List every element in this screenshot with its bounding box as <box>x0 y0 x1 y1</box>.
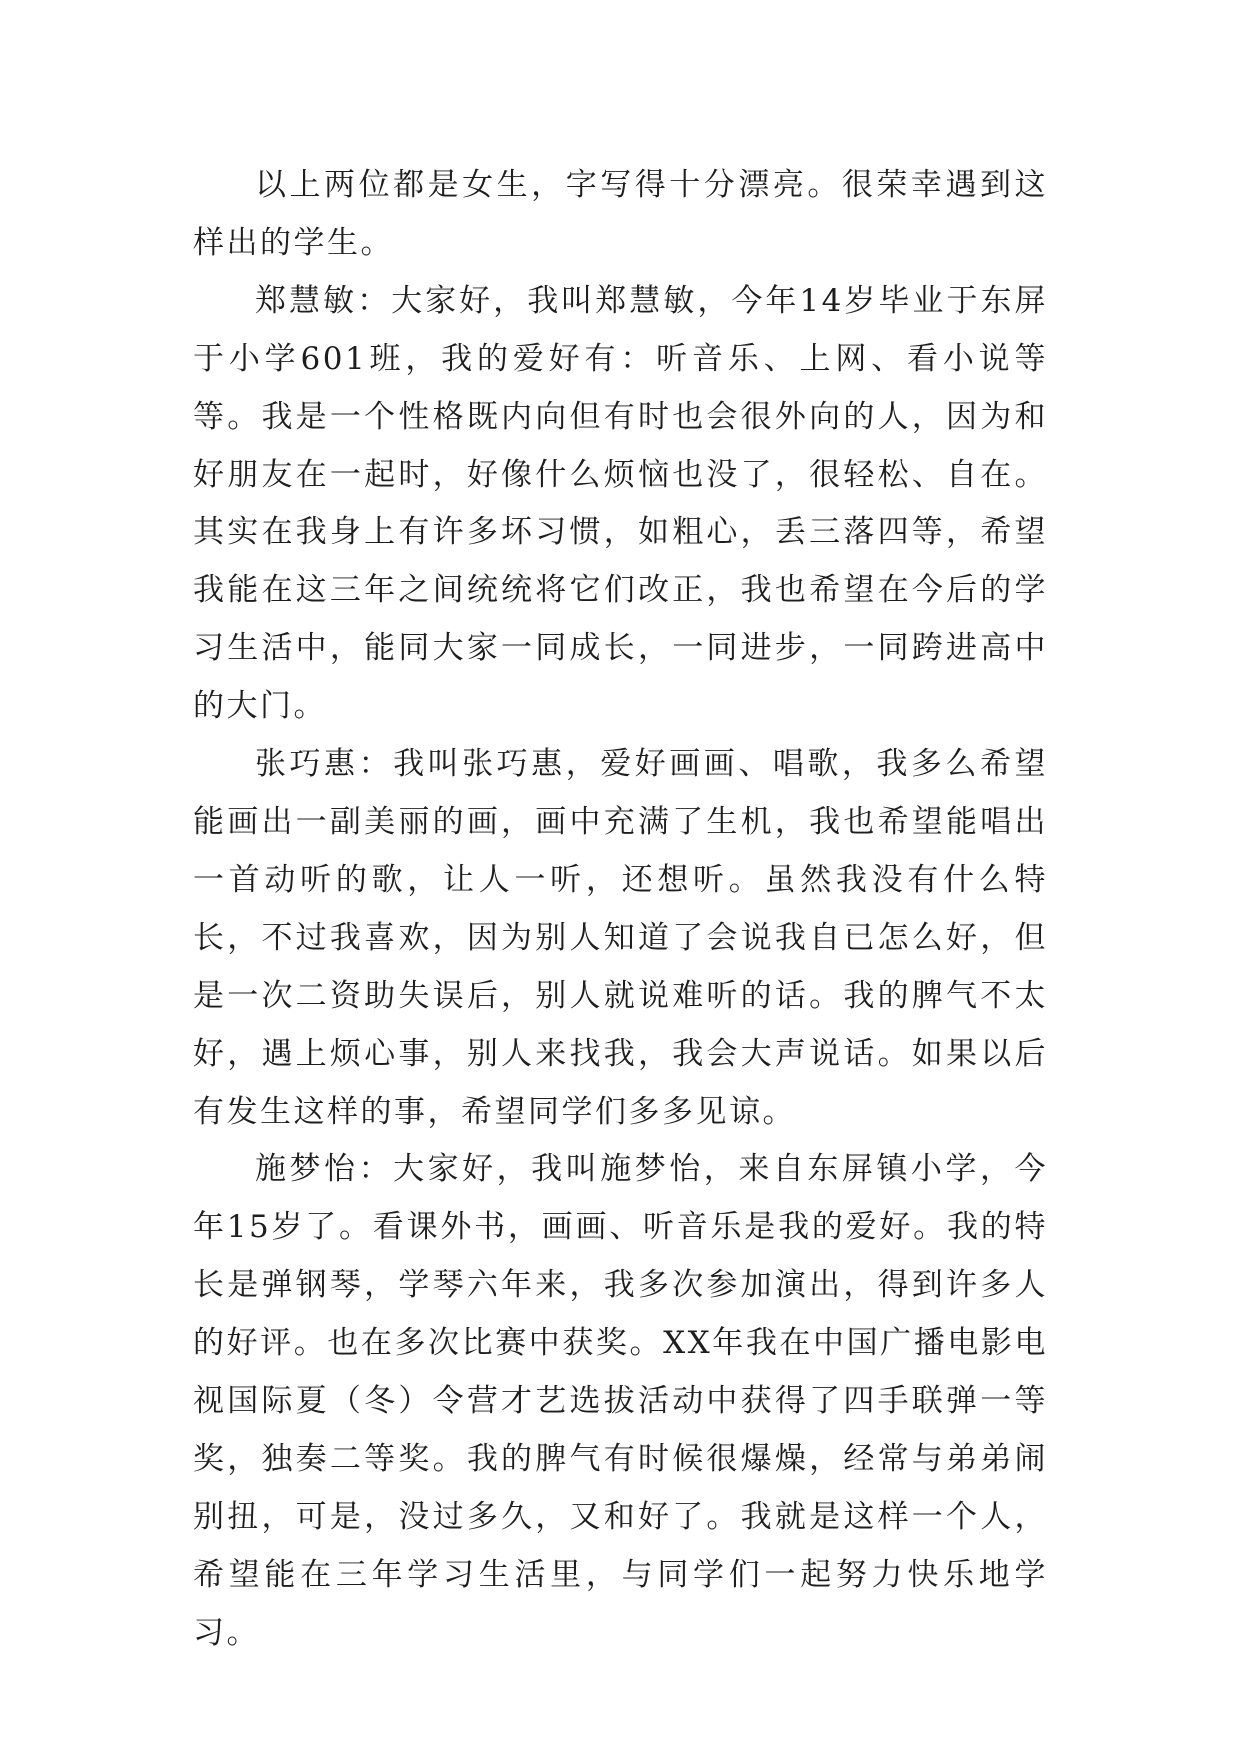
paragraph-zheng-huimin: 郑慧敏：大家好，我叫郑慧敏，今年14岁毕业于东屏于小学601班，我的爱好有：听音乐、上网、看小说等等。我是一个性格既内向但有时也会很外向的人，因为和好朋友在一起时，好像什么烦恼也没了，很轻松、自在。其实在我身上有许多坏习惯，如粗心，丢三落四等，希望我能在这三年之间统统将它们改正，我也希望在今后的学习生活中，能同大家一同成长，一同进步，一同跨进高中的大门。 <box>193 282 1048 725</box>
paragraph-intro: 以上两位都是女生，字写得十分漂亮。很荣幸遇到这样出的学生。 <box>193 167 1048 261</box>
paragraph-shi-mengyi: 施梦怡：大家好，我叫施梦怡，来自东屏镇小学，今年15岁了。看课外书，画画、听音乐是我的爱好。我的特长是弹钢琴，学琴六年来，我多次参加演出，得到许多人的好评。也在多次比赛中获奖。XX年我在中国广播电影电视国际夏（冬）令营才艺选拔活动中获得了四手联弹一等奖，独奏二等奖。我的脾气有时候很爆燥，经常与弟弟闹别扭，可是，没过多久，又和好了。我就是这样一个人，希望能在三年学习生活里，与同学们一起努力快乐地学习。 <box>193 1151 1048 1651</box>
paragraph-zhang-qiaohui: 张巧惠：我叫张巧惠，爱好画画、唱歌，我多么希望能画出一副美丽的画，画中充满了生机，我也希望能唱出一首动听的歌，让人一听，还想听。虽然我没有什么特长，不过我喜欢，因为别人知道了会说我自已怎么好，但是一次二资助失误后，别人就说难听的话。我的脾气不太好，遇上烦心事，别人来找我，我会大声说话。如果以后有发生这样的事，希望同学们多多见谅。 <box>193 746 1048 1130</box>
document-body <box>193 157 1048 1663</box>
